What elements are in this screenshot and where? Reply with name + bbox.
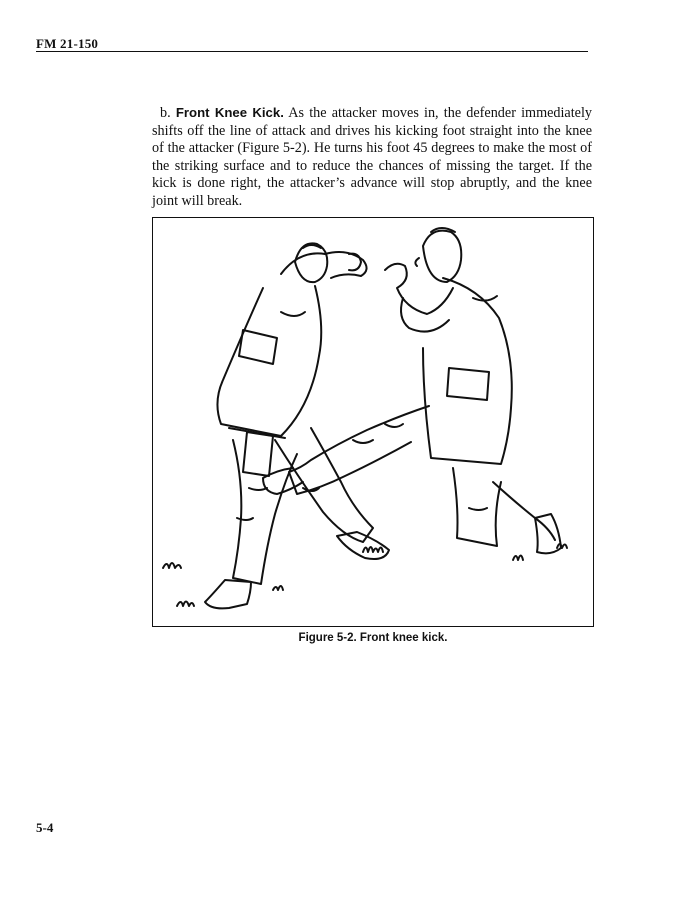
figure-illustration [152,217,594,627]
figure-caption: Figure 5-2. Front knee kick. [298,632,448,644]
header-rule [36,51,588,52]
running-header: FM 21-150 [36,36,99,51]
body-paragraph [152,104,592,211]
paragraph-heading: Front Knee Kick. [175,105,284,120]
paragraph-text: As the attacker moves in, the defender immediately shifts off the line of attack and drives his kicking foot straight into the knee of the attacker (Figure 5-2). He turns his foot 45 degrees to make the most of the striking surface and to reduce the chances of missing the target. If the kick is done right, the attacker’s advance will stop abruptly, and the knee joint will break. [152,105,593,209]
paragraph-label: b. [160,105,171,121]
front-knee-kick-illustration [153,218,595,628]
page-number: 5-4 [36,820,54,835]
